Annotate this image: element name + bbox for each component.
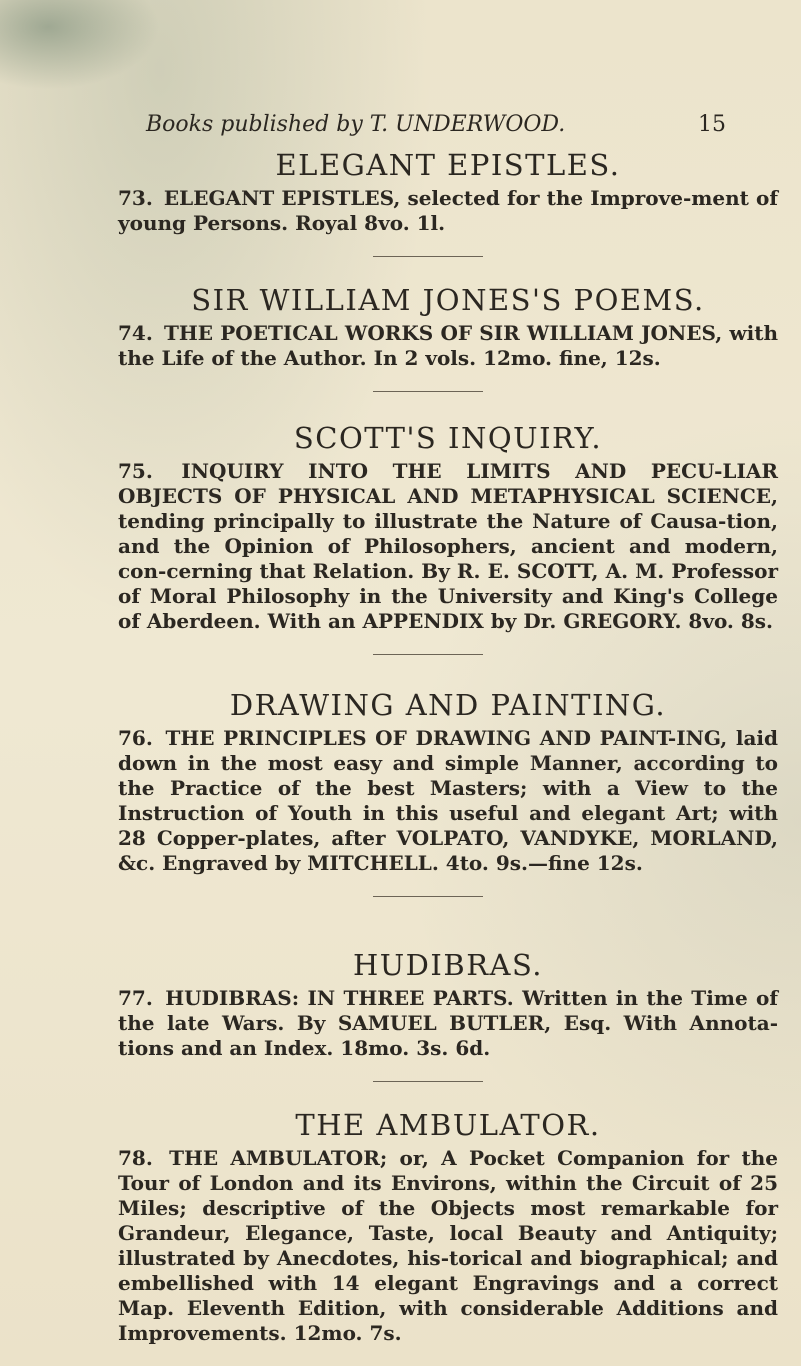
entry-text: INQUIRY INTO THE LIMITS AND PECU-LIAR OBJECTS OF PHYSICAL AND METAPHYSICAL SCIENCE, tending principally to illustrate the Nature of Causa-tion, and the Opinion of Philosophers, ancient and modern, con-cerning that Relation. By R. E. SCOTT, A. M. Professor of Moral Philosophy in the University and King's College of Aberdeen. With an APPENDIX by Dr. GREGORY. 8vo. 8s. bbox=[118, 459, 778, 634]
section-title: SIR WILLIAM JONES'S POEMS. bbox=[191, 283, 705, 317]
divider bbox=[373, 896, 483, 897]
section-title: DRAWING AND PAINTING. bbox=[229, 688, 667, 722]
section-hudibras bbox=[118, 950, 778, 1082]
entry-75 bbox=[118, 459, 778, 634]
entry-number: 78. bbox=[118, 1146, 153, 1171]
entry-number: 77. bbox=[118, 986, 153, 1011]
section-drawing-painting bbox=[118, 690, 778, 897]
entry-73 bbox=[118, 186, 778, 236]
entry-text: THE AMBULATOR; or, A Pocket Companion for the Tour of London and its Environs, within the Circuit of 25 Miles; descriptive of the Objects most remarkable for Grandeur, Elegance, Taste, local Beauty and Antiquity; illustrated by Anecdotes, his-torical and biographical; and embellished with 14 elegant Engravings and a correct Map. Eleventh Edition, with considerable Additions and Improvements. 12mo. 7s. bbox=[118, 1146, 779, 1346]
entry-76 bbox=[118, 726, 778, 876]
section-title: THE AMBULATOR. bbox=[295, 1108, 601, 1142]
entry-text: ELEGANT EPISTLES, selected for the Improve-ment of young Persons. Royal 8vo. 1l. bbox=[118, 186, 778, 236]
section-elegant-epistles bbox=[118, 150, 778, 257]
running-head-title: Books published by T. UNDERWOOD. bbox=[146, 112, 566, 137]
entry-number: 75. bbox=[118, 459, 153, 484]
page-stain bbox=[0, 0, 160, 90]
entry-text: THE POETICAL WORKS OF SIR WILLIAM JONES, with the Life of the Author. In 2 vols. 12mo. fine, 12s. bbox=[118, 321, 778, 371]
divider bbox=[373, 1081, 483, 1082]
section-jones-poems bbox=[118, 285, 778, 392]
entry-number: 76. bbox=[118, 726, 153, 751]
entry-number: 73. bbox=[118, 186, 153, 211]
section-scotts-inquiry bbox=[118, 423, 778, 655]
entry-text: HUDIBRAS: IN THREE PARTS. Written in the Time of the late Wars. By SAMUEL BUTLER, Esq. With Annota-tions and an Index. 18mo. 3s. 6d. bbox=[118, 986, 778, 1061]
entry-78 bbox=[118, 1146, 778, 1346]
divider bbox=[373, 391, 483, 392]
section-ambulator bbox=[118, 1110, 778, 1346]
entry-74 bbox=[118, 321, 778, 371]
running-head bbox=[146, 112, 756, 137]
entry-77 bbox=[118, 986, 778, 1061]
entry-text: THE PRINCIPLES OF DRAWING AND PAINT-ING, laid down in the most easy and simple Manner, according to the Practice of the best Masters; with a View to the Instruction of Youth in this useful and elegant Art; with 28 Copper-plates, after VOLPATO, VANDYKE, MORLAND, &c. Engraved by MITCHELL. 4to. 9s.—fine 12s. bbox=[118, 726, 778, 876]
entry-number: 74. bbox=[118, 321, 153, 346]
section-title: SCOTT'S INQUIRY. bbox=[293, 421, 603, 455]
section-title: ELEGANT EPISTLES. bbox=[275, 148, 621, 182]
divider bbox=[373, 654, 483, 655]
section-title: HUDIBRAS. bbox=[352, 948, 544, 982]
page-number: 15 bbox=[698, 112, 726, 137]
divider bbox=[373, 256, 483, 257]
